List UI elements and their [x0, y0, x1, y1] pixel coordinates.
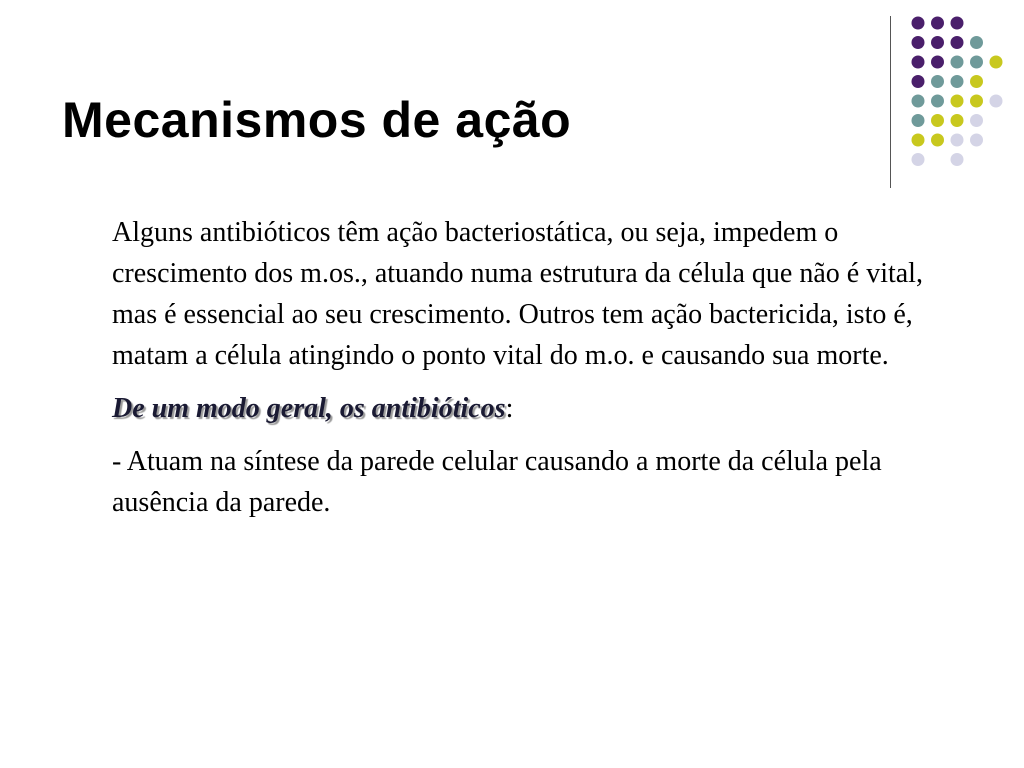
decor-dot	[970, 36, 983, 49]
decor-dot	[912, 75, 925, 88]
paragraph-cell-wall: - Atuam na síntese da parede celular causando a morte da célula pela ausência da parede.	[112, 446, 882, 518]
decor-dot	[912, 17, 925, 30]
slide-title: Mecanismos de ação	[62, 92, 572, 148]
decor-dot	[912, 36, 925, 49]
decor-dot	[931, 95, 944, 108]
decor-dot	[970, 75, 983, 88]
decor-dot	[951, 56, 964, 69]
decor-dot	[931, 17, 944, 30]
paragraph-general-heading	[112, 388, 962, 429]
decor-dot	[931, 114, 944, 127]
decor-dot	[951, 36, 964, 49]
emphasis-heading: De um modo geral, os antibióticos	[112, 393, 506, 424]
decor-dot	[931, 56, 944, 69]
decor-dot	[912, 134, 925, 147]
decor-dot	[912, 114, 925, 127]
paragraph-mechanisms: Alguns antibióticos têm ação bacteriostática, ou seja, impedem o crescimento dos m.os., atuando numa estrutura da célula que não é vital, mas é essencial ao seu crescimento. Outros tem ação bactericida, isto é, matam a célula atingindo o ponto vital do m.o. e causando sua morte.	[112, 217, 923, 371]
decor-dot	[931, 36, 944, 49]
decor-dot	[951, 17, 964, 30]
decor-dot	[951, 75, 964, 88]
decor-dot	[931, 134, 944, 147]
decor-dot	[990, 56, 1003, 69]
decor-dot	[970, 95, 983, 108]
decor-dot	[951, 95, 964, 108]
decor-dot	[931, 75, 944, 88]
decor-dot	[970, 134, 983, 147]
slide-body	[112, 212, 962, 523]
decor-dot	[970, 114, 983, 127]
vertical-divider	[890, 16, 891, 188]
decor-dot	[951, 153, 964, 166]
decor-dot	[912, 56, 925, 69]
decor-dot	[951, 114, 964, 127]
decor-dot	[912, 95, 925, 108]
decor-dot	[912, 153, 925, 166]
decor-dot	[990, 95, 1003, 108]
decor-dot	[970, 56, 983, 69]
heading-colon: :	[505, 393, 514, 424]
decor-dot	[951, 134, 964, 147]
